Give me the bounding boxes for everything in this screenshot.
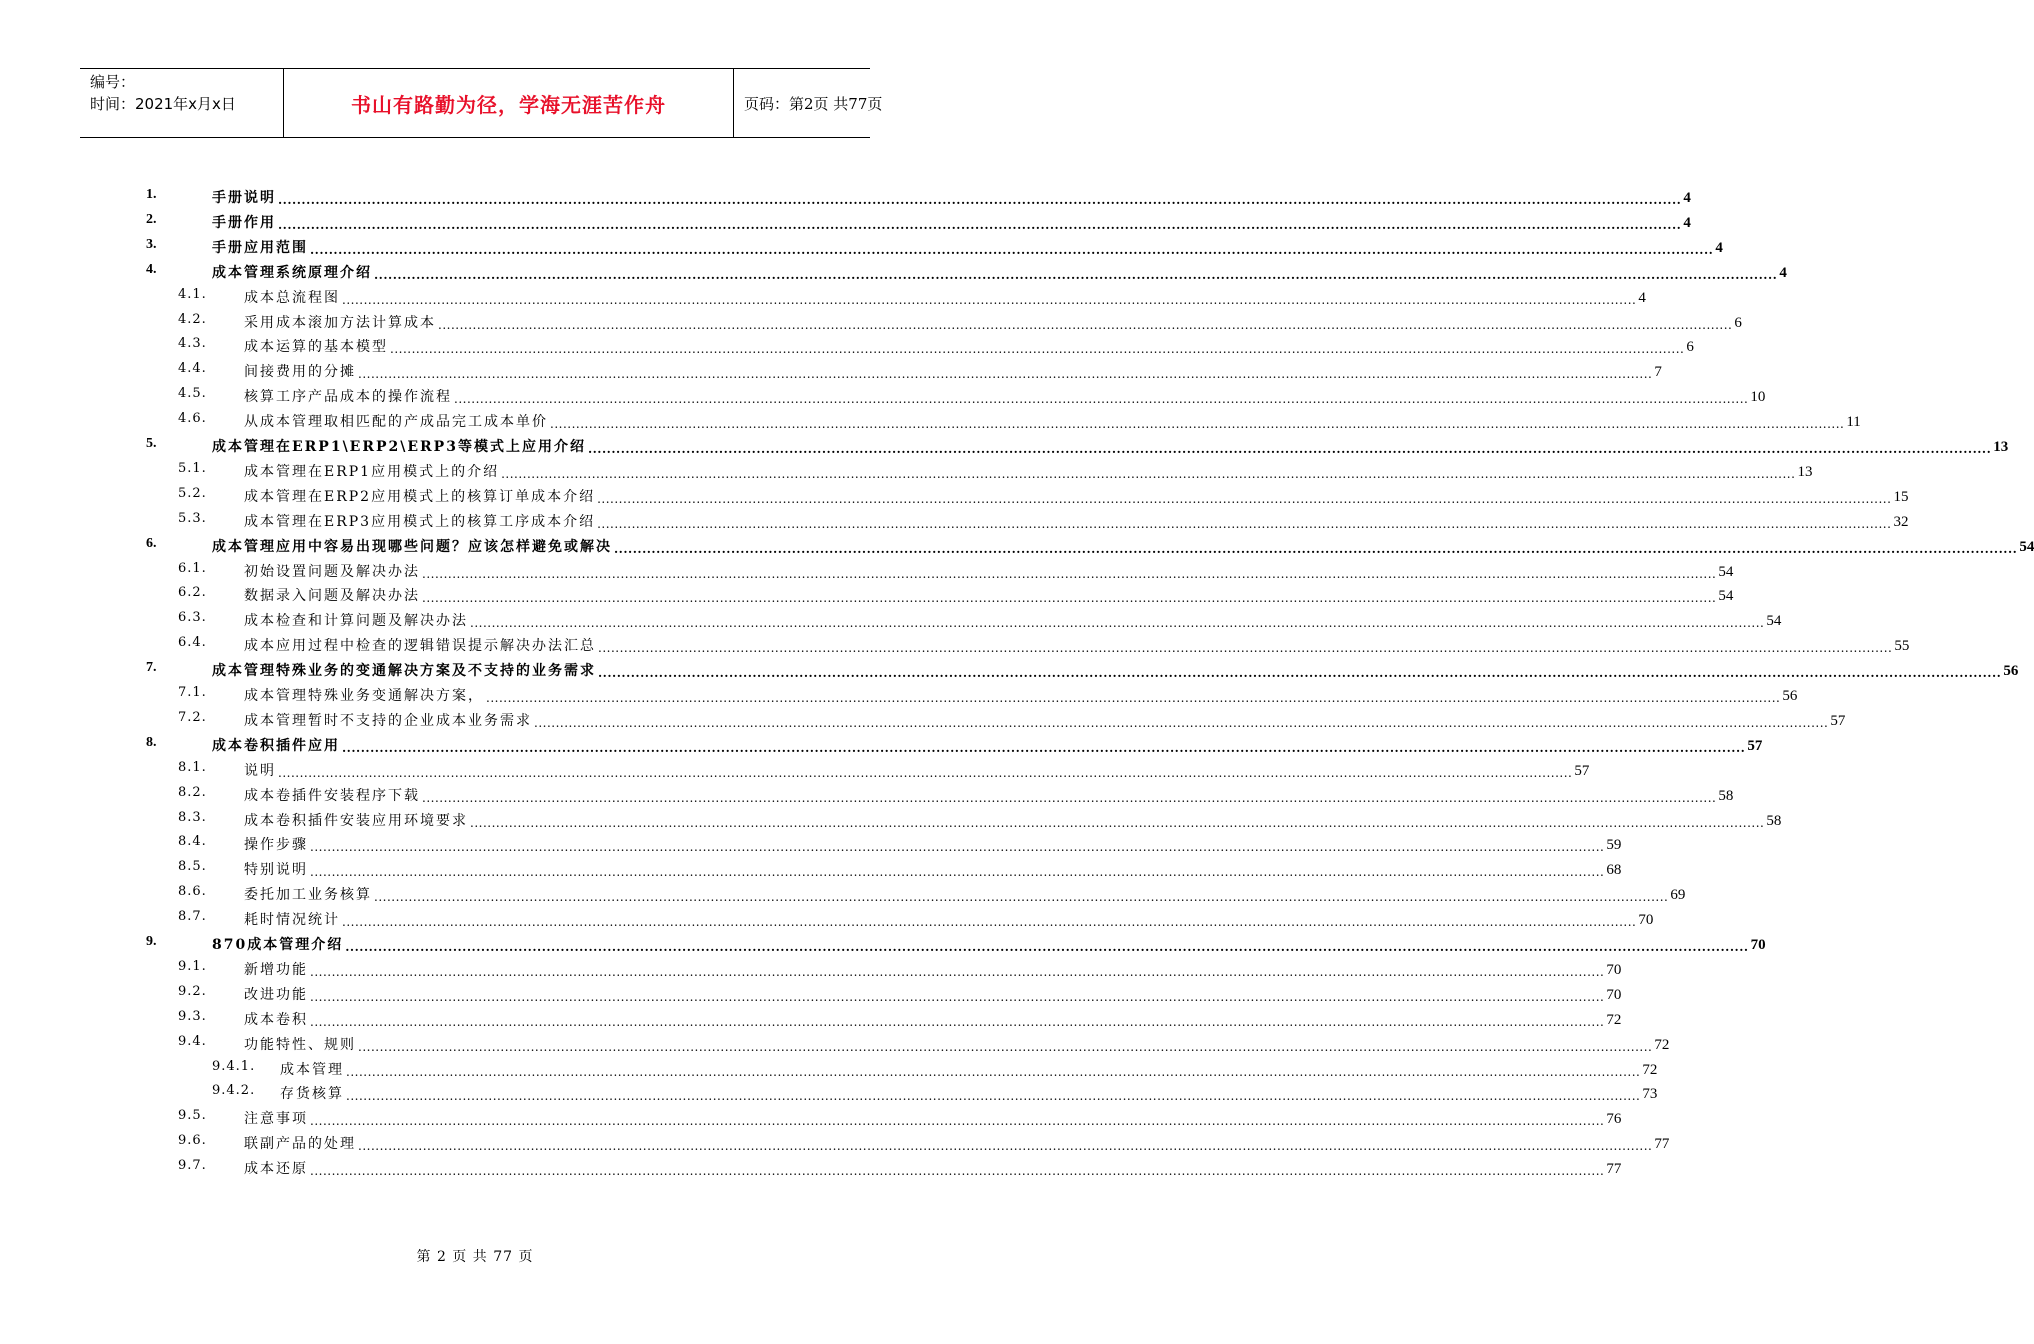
toc-entry[interactable] [0, 457, 1813, 482]
toc-entry[interactable] [0, 581, 1734, 606]
document-date: 时间：2021年x月x日 [90, 95, 236, 113]
toc-entry[interactable] [0, 905, 1654, 930]
toc-entry-page: 76 [1606, 1111, 1622, 1128]
toc-dot-leader: ............................................................................................................................................................................................................................................................................................................ [342, 740, 1746, 755]
toc-dot-leader: ............................................................................................................................................................................................................................................................................................................ [598, 666, 2002, 681]
header-motto: 书山有路勤为径，学海无涯苦作舟 [283, 69, 734, 137]
toc-entry[interactable] [0, 656, 2019, 681]
toc-entry[interactable] [0, 532, 2034, 557]
toc-entry-line [212, 934, 1766, 954]
toc-entry-line [244, 1009, 1622, 1029]
toc-entry-title[interactable]: 成本卷积插件安装应用环境要求 [244, 812, 468, 829]
toc-entry[interactable] [0, 631, 1910, 656]
toc-entry-number: 6. [146, 535, 157, 551]
toc-entry[interactable] [0, 606, 1782, 631]
toc-entry-line [244, 1158, 1622, 1179]
toc-entry-title[interactable]: 耗时情况统计 [244, 912, 340, 929]
toc-entry-title[interactable]: 成本应用过程中检查的逻辑错误提示解决办法汇总 [244, 638, 596, 655]
toc-entry[interactable] [0, 880, 1686, 905]
toc-entry-number: 6.4. [178, 635, 207, 651]
toc-dot-leader: ............................................................................................................................................................................................................................................................................................................ [342, 915, 1637, 930]
toc-entry-line [244, 386, 1766, 407]
toc-entry-line [244, 1108, 1622, 1129]
toc-entry[interactable] [0, 1104, 1622, 1129]
toc-entry-number: 8.3. [178, 809, 207, 825]
toc-entry-number: 6.1. [178, 560, 207, 576]
toc-entry-title[interactable]: 成本管理系统原理介绍 [212, 264, 372, 281]
toc-dot-leader: ............................................................................................................................................................................................................................................................................................................ [358, 1139, 1653, 1154]
toc-dot-leader: ............................................................................................................................................................................................................................................................................................................ [438, 317, 1733, 332]
toc-entry-number: 8.5. [178, 859, 207, 875]
toc-entry[interactable] [0, 855, 1622, 880]
toc-entry-number: 5. [146, 436, 157, 451]
toc-entry-number: 9. [146, 934, 157, 949]
toc-entry-number: 9.4.1. [212, 1058, 256, 1074]
toc-entry-title[interactable]: 成本管理在ERP1应用模式上的介绍 [244, 463, 500, 480]
toc-entry-title[interactable]: 操作步骤 [244, 837, 308, 854]
toc-entry-page: 4 [1683, 214, 1691, 231]
toc-entry-page: 59 [1606, 837, 1622, 854]
toc-entry[interactable] [0, 1055, 1658, 1080]
toc-entry-page: 13 [1797, 463, 1813, 480]
toc-dot-leader: ............................................................................................................................................................................................................................................................................................................ [597, 516, 1892, 531]
toc-entry-page: 15 [1893, 488, 1909, 505]
toc-dot-leader: ............................................................................................................................................................................................................................................................................................................ [614, 541, 2018, 556]
toc-dot-leader: ............................................................................................................................................................................................................................................................................................................ [278, 193, 1682, 207]
toc-entry-page: 58 [1718, 787, 1734, 804]
toc-entry-number: 7.2. [178, 709, 207, 725]
toc-entry[interactable] [0, 357, 1662, 382]
toc-entry-number: 7. [146, 660, 157, 676]
toc-entry-line [244, 1034, 1670, 1054]
toc-dot-leader: ............................................................................................................................................................................................................................................................................................................ [374, 890, 1669, 905]
toc-entry[interactable] [0, 208, 1691, 233]
toc-entry-page: 10 [1750, 389, 1766, 406]
toc-entry-page: 55 [1894, 638, 1910, 655]
toc-entry-line [244, 1133, 1670, 1154]
toc-dot-leader: ............................................................................................................................................................................................................................................................................................................ [470, 815, 1765, 830]
toc-dot-leader: ............................................................................................................................................................................................................................................................................................................ [422, 566, 1717, 581]
toc-entry-line [244, 785, 1734, 805]
toc-dot-leader: ............................................................................................................................................................................................................................................................................................................ [278, 765, 1573, 780]
toc-entry[interactable] [0, 258, 1787, 283]
toc-dot-leader: ............................................................................................................................................................................................................................................................................................................ [346, 1089, 1641, 1104]
toc-entry-number: 1. [146, 187, 157, 202]
toc-entry-number: 9.3. [178, 1008, 207, 1024]
toc-entry-page: 58 [1766, 812, 1782, 829]
toc-entry-title[interactable]: 成本还原 [244, 1161, 308, 1178]
toc-entry-line [212, 536, 2034, 556]
toc-entry-page: 6 [1734, 314, 1742, 331]
toc-entry-number: 9.5. [178, 1108, 207, 1124]
toc-entry[interactable] [0, 955, 1622, 980]
toc-entry-page: 54 [1718, 563, 1734, 580]
toc-entry-title[interactable]: 特别说明 [244, 862, 308, 879]
toc-entry[interactable] [0, 482, 1909, 507]
toc-entry-page: 77 [1606, 1161, 1622, 1178]
toc-entry[interactable] [0, 308, 1742, 333]
toc-entry[interactable] [0, 507, 1909, 532]
header-page-info [734, 69, 883, 137]
toc-entry-number: 9.6. [178, 1133, 207, 1149]
toc-entry-number: 8.1. [178, 759, 207, 775]
toc-entry-title[interactable]: 注意事项 [244, 1111, 308, 1128]
toc-entry-page: 57 [1747, 737, 1763, 754]
toc-entry-page: 57 [1574, 762, 1590, 779]
toc-dot-leader: ............................................................................................................................................................................................................................................................................................................ [310, 989, 1605, 1004]
toc-entry-number: 2. [146, 211, 157, 227]
toc-dot-leader: ............................................................................................................................................................................................................................................................................................................ [310, 1014, 1605, 1029]
toc-entry[interactable] [0, 283, 1646, 308]
toc-entry-page: 4 [1683, 190, 1691, 206]
toc-dot-leader: ............................................................................................................................................................................................................................................................................................................ [278, 217, 1682, 232]
toc-dot-leader: ............................................................................................................................................................................................................................................................................................................ [310, 964, 1605, 979]
toc-entry-line [212, 187, 1691, 207]
toc-entry-line [244, 834, 1622, 855]
header-meta [80, 69, 283, 137]
toc-entry-line [280, 1059, 1658, 1079]
toc-entry-title[interactable]: 成本管理 [280, 1061, 344, 1078]
toc-entry-page: 4 [1638, 289, 1646, 306]
toc-entry[interactable] [0, 1030, 1670, 1055]
toc-entry-number: 4. [146, 261, 157, 277]
toc-entry-page: 54 [2019, 538, 2034, 555]
toc-entry-title[interactable]: 手册应用范围 [212, 239, 308, 256]
toc-entry-title[interactable]: 870成本管理介绍 [212, 937, 344, 953]
toc-entry-line [244, 959, 1622, 979]
toc-entry-number: 8. [146, 734, 157, 750]
toc-entry-title[interactable]: 核算工序产品成本的操作流程 [244, 389, 452, 406]
toc-dot-leader: ............................................................................................................................................................................................................................................................................................................ [486, 691, 1781, 705]
toc-entry-line [244, 685, 1798, 705]
toc-entry-page: 70 [1750, 937, 1766, 953]
toc-entry-title[interactable]: 成本总流程图 [244, 289, 340, 306]
toc-entry-title[interactable]: 说明 [244, 762, 276, 779]
toc-entry-page: 7 [1654, 364, 1662, 381]
toc-entry-line [244, 486, 1909, 506]
toc-entry-title[interactable]: 成本管理特殊业务的变通解决方案及不支持的业务需求 [212, 663, 596, 680]
toc-entry-title[interactable]: 成本卷积插件应用 [212, 737, 340, 754]
toc-entry-line [244, 336, 1694, 357]
toc-dot-leader: ............................................................................................................................................................................................................................................................................................................ [358, 367, 1653, 382]
page-footer: 第 2 页 共 77 页 [416, 1249, 534, 1265]
toc-dot-leader: ............................................................................................................................................................................................................................................................................................................ [358, 1039, 1653, 1054]
toc-entry-number: 8.4. [178, 834, 207, 850]
toc-entry-page: 72 [1606, 1011, 1622, 1028]
toc-entry-page: 13 [1993, 439, 2009, 455]
toc-entry-page: 6 [1686, 339, 1694, 356]
toc-entry-line [244, 461, 1813, 481]
toc-entry-title[interactable]: 从成本管理取相匹配的产成品完工成本单价 [244, 414, 548, 431]
toc-entry-page: 56 [1782, 688, 1798, 704]
toc-entry-title[interactable]: 功能特性、规则 [244, 1036, 356, 1053]
toc-entry-page: 54 [1718, 588, 1734, 605]
toc-entry-page: 4 [1779, 264, 1787, 281]
toc-entry-number: 5.3. [178, 510, 207, 526]
toc-dot-leader: ............................................................................................................................................................................................................................................................................................................ [550, 417, 1845, 432]
toc-dot-leader: ............................................................................................................................................................................................................................................................................................................ [422, 591, 1717, 606]
toc-dot-leader: ............................................................................................................................................................................................................................................................................................................ [310, 1114, 1605, 1129]
toc-entry-number: 4.3. [178, 336, 207, 352]
toc-entry-title[interactable]: 成本检查和计算问题及解决办法 [244, 613, 468, 630]
toc-entry-line [244, 810, 1782, 830]
toc-entry[interactable] [0, 806, 1782, 831]
toc-entry-title[interactable]: 采用成本滚加方法计算成本 [244, 314, 436, 331]
toc-entry-line [244, 561, 1734, 581]
toc-entry-line [244, 760, 1590, 780]
toc-entry-number: 4.1. [178, 286, 207, 302]
toc-entry[interactable] [0, 706, 1846, 731]
toc-entry-page: 70 [1638, 912, 1654, 929]
document-number-label: 编号： [90, 73, 136, 91]
toc-entry-line [212, 262, 1787, 282]
toc-entry-line [244, 859, 1622, 880]
toc-entry[interactable] [0, 756, 1590, 781]
toc-entry-line [244, 287, 1646, 307]
toc-entry-title[interactable]: 手册说明 [212, 190, 276, 206]
toc-entry-line [212, 436, 2009, 456]
toc-entry-page: 11 [1846, 414, 1861, 431]
toc-entry-title[interactable]: 手册作用 [212, 214, 276, 231]
toc-entry-title[interactable]: 成本管理在ERP2应用模式上的核算订单成本介绍 [244, 488, 596, 505]
toc-entry-page: 68 [1606, 862, 1622, 879]
toc-entry-title[interactable]: 间接费用的分摊 [244, 364, 356, 381]
toc-dot-leader: ............................................................................................................................................................................................................................................................................................................ [346, 1064, 1641, 1079]
toc-entry-line [212, 237, 1723, 257]
toc-entry-number: 5.2. [178, 485, 207, 501]
toc-entry-page: 32 [1893, 513, 1909, 530]
toc-entry-line [212, 212, 1691, 232]
toc-entry[interactable] [0, 407, 1861, 432]
toc-entry-title[interactable]: 成本管理特殊业务变通解决方案， [244, 688, 484, 704]
toc-entry[interactable] [0, 980, 1622, 1005]
toc-entry-line [244, 635, 1910, 656]
toc-entry-title[interactable]: 委托加工业务核算 [244, 887, 372, 904]
toc-entry-line [244, 585, 1734, 606]
toc-entry-page: 72 [1654, 1036, 1670, 1053]
toc-entry-number: 4.6. [178, 411, 207, 427]
toc-entry-page: 57 [1830, 712, 1846, 729]
toc-dot-leader: ............................................................................................................................................................................................................................................................................................................ [310, 242, 1714, 257]
toc-entry-page: 56 [2003, 663, 2019, 680]
toc-entry[interactable] [0, 1079, 1658, 1104]
toc-dot-leader: ............................................................................................................................................................................................................................................................................................................ [598, 641, 1893, 656]
toc-entry-line [244, 610, 1782, 631]
toc-entry-title[interactable]: 成本管理在ERP1\ERP2\ERP3等模式上应用介绍 [212, 439, 586, 455]
toc-entry-page: 77 [1654, 1136, 1670, 1153]
toc-entry-number: 3. [146, 236, 157, 252]
toc-entry-title[interactable]: 成本管理应用中容易出现哪些问题？应该怎样避免或解决 [212, 538, 612, 555]
toc-entry-number: 9.1. [178, 958, 207, 974]
toc-entry-number: 6.3. [178, 610, 207, 626]
toc-entry[interactable] [0, 233, 1723, 258]
toc-entry-line [244, 312, 1742, 332]
toc-entry-line [212, 735, 1763, 755]
toc-entry-number: 9.4.2. [212, 1083, 256, 1099]
toc-entry-title[interactable]: 新增功能 [244, 961, 308, 978]
toc-dot-leader: ............................................................................................................................................................................................................................................................................................................ [587, 442, 1992, 456]
toc-dot-leader: ............................................................................................................................................................................................................................................................................................................ [310, 840, 1605, 855]
toc-entry-page: 70 [1606, 986, 1622, 1003]
toc-entry-title[interactable]: 成本管理在ERP3应用模式上的核算工序成本介绍 [244, 513, 596, 530]
toc-entry-number: 9.2. [178, 983, 207, 999]
toc-entry-number: 8.6. [178, 884, 207, 900]
toc-dot-leader: ............................................................................................................................................................................................................................................................................................................ [342, 292, 1637, 307]
toc-entry[interactable] [0, 183, 1691, 208]
toc-entry[interactable] [0, 432, 2009, 457]
toc-entry-number: 4.4. [178, 361, 207, 377]
toc-entry[interactable] [0, 930, 1766, 955]
toc-entry-line [244, 884, 1686, 905]
toc-entry[interactable] [0, 781, 1734, 806]
toc-entry-title[interactable]: 成本卷积 [244, 1011, 308, 1028]
toc-entry-page: 73 [1642, 1086, 1658, 1103]
toc-dot-leader: ............................................................................................................................................................................................................................................................................................................ [470, 616, 1765, 631]
toc-entry-page: 72 [1642, 1061, 1658, 1078]
toc-entry-number: 8.2. [178, 784, 207, 800]
toc-entry-title[interactable]: 初始设置问题及解决办法 [244, 563, 420, 580]
toc-entry-title[interactable]: 数据录入问题及解决办法 [244, 588, 420, 605]
toc-entry-title[interactable]: 成本管理暂时不支持的企业成本业务需求 [244, 712, 532, 729]
toc-dot-leader: ............................................................................................................................................................................................................................................................................................................ [454, 392, 1749, 407]
toc-entry-number: 4.5. [178, 386, 207, 402]
toc-entry-line [244, 984, 1622, 1004]
toc-dot-leader: ............................................................................................................................................................................................................................................................................................................ [374, 267, 1778, 282]
toc-dot-leader: ............................................................................................................................................................................................................................................................................................................ [501, 466, 1796, 481]
toc-entry-line [244, 909, 1654, 930]
toc-dot-leader: ............................................................................................................................................................................................................................................................................................................ [597, 491, 1892, 506]
toc-entry-title[interactable]: 改进功能 [244, 986, 308, 1003]
toc-entry-title[interactable]: 存货核算 [280, 1086, 344, 1103]
toc-entry[interactable] [0, 681, 1798, 706]
toc-entry[interactable] [0, 382, 1766, 407]
toc-entry-number: 9.4. [178, 1033, 207, 1049]
toc-entry[interactable] [0, 1129, 1670, 1154]
toc-entry[interactable] [0, 731, 1763, 756]
toc-entry-number: 9.7. [178, 1158, 207, 1174]
toc-entry-line [212, 660, 2019, 681]
toc-entry-title[interactable]: 联副产品的处理 [244, 1136, 356, 1153]
page-header [80, 68, 883, 138]
toc-entry[interactable] [0, 1005, 1622, 1030]
toc-entry-page: 70 [1606, 961, 1622, 978]
toc-dot-leader: ............................................................................................................................................................................................................................................................................................................ [390, 342, 1685, 357]
toc-entry-line [244, 511, 1909, 531]
toc-entry-line [244, 411, 1861, 432]
toc-entry-page: 69 [1670, 887, 1686, 904]
toc-entry-number: 7.1. [178, 685, 207, 700]
toc-entry-line [244, 361, 1662, 382]
toc-entry-line [244, 710, 1846, 730]
toc-entry-number: 5.1. [178, 460, 207, 476]
toc-entry-number: 4.2. [178, 311, 207, 327]
toc-dot-leader: ............................................................................................................................................................................................................................................................................................................ [534, 715, 1829, 730]
toc-dot-leader: ............................................................................................................................................................................................................................................................................................................ [310, 1164, 1605, 1179]
toc-entry[interactable] [0, 332, 1694, 357]
toc-entry[interactable] [0, 1154, 1622, 1179]
toc-dot-leader: ............................................................................................................................................................................................................................................................................................................ [310, 865, 1605, 880]
toc-entry-number: 8.7. [178, 909, 207, 925]
toc-entry-number: 6.2. [178, 585, 207, 601]
toc-entry-line [280, 1083, 1658, 1104]
toc-entry-page: 54 [1766, 613, 1782, 630]
toc-entry-title[interactable]: 成本运算的基本模型 [244, 339, 388, 356]
toc-entry[interactable] [0, 557, 1734, 582]
toc-entry-page: 4 [1715, 239, 1723, 256]
toc-dot-leader: ............................................................................................................................................................................................................................................................................................................ [422, 790, 1717, 805]
toc-dot-leader: ............................................................................................................................................................................................................................................................................................................ [345, 940, 1749, 954]
toc-entry[interactable] [0, 830, 1622, 855]
toc-entry-title[interactable]: 成本卷插件安装程序下载 [244, 787, 420, 804]
page-info-text: 页码：第2页 共77页 [744, 94, 883, 113]
